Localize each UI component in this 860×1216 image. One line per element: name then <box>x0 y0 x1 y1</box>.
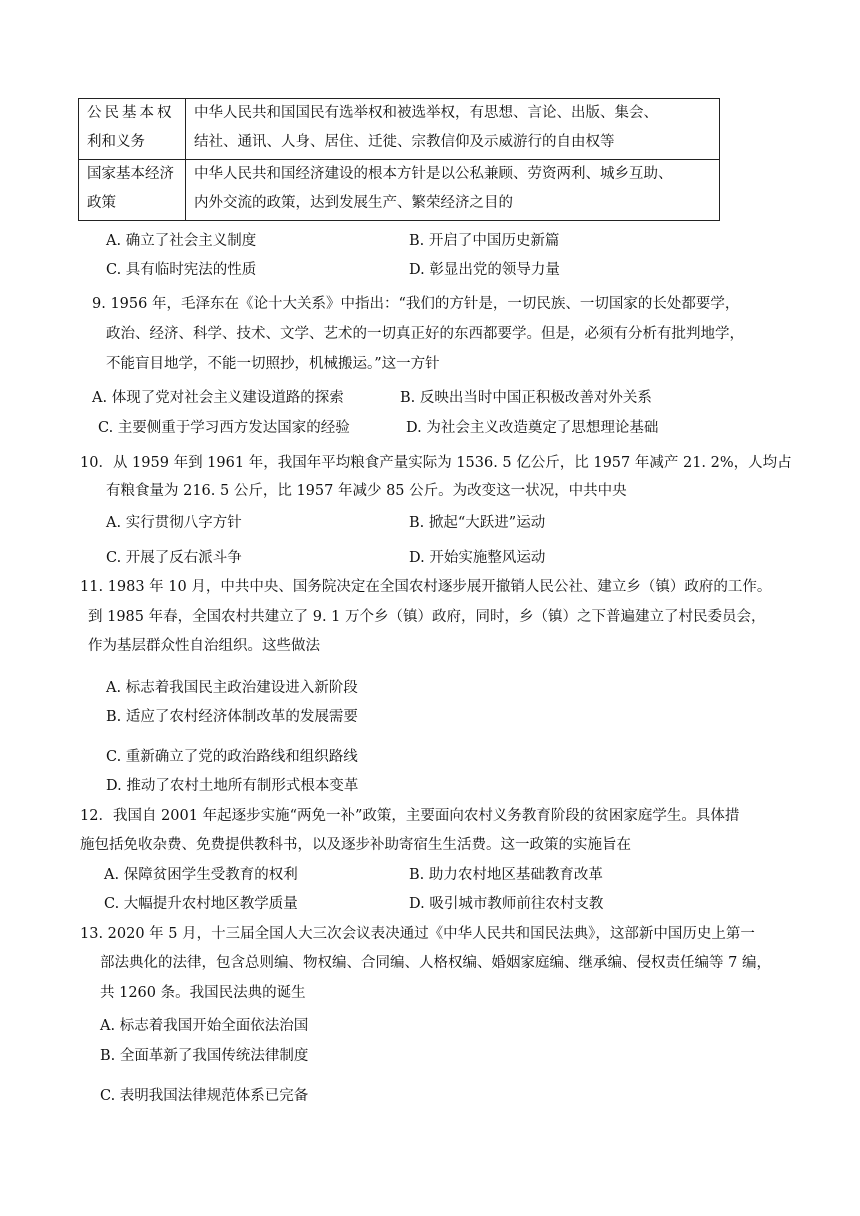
table-key-text: 国家基本经济 <box>87 166 174 182</box>
q12-option-b[interactable]: B. 助力农村地区基础教育改革 <box>409 867 603 883</box>
q10-stem: 有粮食量为 216. 5 公斤，比 1957 年减少 85 公斤。为改变这一状况，中共中央 <box>106 483 627 499</box>
q11-stem: 到 1985 年春，全国农村共建立了 9. 1 万个乡（镇）政府，同时，乡（镇）之下普遍建立了村民委员会， <box>88 609 766 625</box>
q11-stem: 11. 1983 年 10 月，中共中央、国务院决定在全国农村逐步展开撤销人民公社、建立乡（镇）政府的工作。 <box>80 579 772 595</box>
table-value-cell <box>186 160 720 221</box>
q8-option-c[interactable]: C. 具有临时宪法的性质 <box>106 262 257 278</box>
q8-option-a[interactable]: A. 确立了社会主义制度 <box>106 233 257 249</box>
q12-option-c[interactable]: C. 大幅提升农村地区教学质量 <box>104 896 298 912</box>
table-key-cell <box>79 99 186 160</box>
q13-stem: 部法典化的法律，包含总则编、物权编、合同编、人格权编、婚姻家庭编、继承编、侵权责任编等 7 编， <box>100 955 771 971</box>
q9-stem: 9. 1956 年，毛泽东在《论十大关系》中指出：“我们的方针是，一切民族、一切国家的长处都要学， <box>92 296 740 312</box>
q10-stem: 10．从 1959 年到 1961 年，我国年平均粮食产量实际为 1536. 5 亿公斤，比 1957 年减产 21. 2%，人均占 <box>80 455 792 471</box>
q8-option-b[interactable]: B. 开启了中国历史新篇 <box>409 233 560 249</box>
q12-option-a[interactable]: A. 保障贫困学生受教育的权利 <box>104 867 298 883</box>
table-value-cell <box>186 99 720 160</box>
q11-option-c[interactable]: C. 重新确立了党的政治路线和组织路线 <box>106 749 358 765</box>
q12-stem: 12．我国自 2001 年起逐步实施“两免一补”政策，主要面向农村义务教育阶段的贫困家庭学生。具体措 <box>80 808 740 824</box>
q13-stem: 13. 2020 年 5 月，十三届全国人大三次会议表决通过《中华人民共和国民法典》，这部新中国历史上第一 <box>80 926 755 942</box>
q9-stem: 政治、经济、科学、技术、文学、艺术的一切真正好的东西都要学。但是，必须有分析有批判地学， <box>106 326 744 342</box>
table-key-cell <box>79 160 186 221</box>
table-row <box>79 160 720 221</box>
q11-option-d[interactable]: D. 推动了农村土地所有制形式根本变革 <box>106 778 359 794</box>
q9-option-d[interactable]: D. 为社会主义改造奠定了思想理论基础 <box>406 420 659 436</box>
table-row <box>79 99 720 160</box>
q11-option-a[interactable]: A. 标志着我国民主政治建设进入新阶段 <box>106 680 358 696</box>
table-value-text: 内外交流的政策，达到发展生产、繁荣经济之目的 <box>194 195 513 211</box>
q13-option-a[interactable]: A. 标志着我国开始全面依法治国 <box>100 1018 309 1034</box>
q10-option-d[interactable]: D. 开始实施整风运动 <box>409 550 546 566</box>
q12-stem: 施包括免收杂费、免费提供教科书，以及逐步补助寄宿生生活费。这一政策的实施旨在 <box>80 837 631 853</box>
q8-option-d[interactable]: D. 彰显出党的领导力量 <box>409 262 560 278</box>
constitution-table <box>78 98 720 221</box>
q10-option-c[interactable]: C. 开展了反右派斗争 <box>106 550 242 566</box>
table-value-text: 结社、通讯、人身、居住、迁徙、宗教信仰及示威游行的自由权等 <box>194 134 615 150</box>
table-value-text: 中华人民共和国国民有选举权和被选举权，有思想、言论、出版、集会、 <box>194 105 658 121</box>
q9-option-a[interactable]: A. 体现了党对社会主义建设道路的探索 <box>92 390 344 406</box>
table-key-text: 政策 <box>87 195 116 211</box>
table-key-text: 公民基本权 <box>87 105 175 121</box>
table-key-text: 利和义务 <box>87 134 145 150</box>
q10-option-b[interactable]: B. 掀起“大跃进”运动 <box>409 515 546 531</box>
q13-option-c[interactable]: C. 表明我国法律规范体系已完备 <box>100 1088 309 1104</box>
table-value-text: 中华人民共和国经济建设的根本方针是以公私兼顾、劳资两利、城乡互助、 <box>194 166 673 182</box>
q11-stem: 作为基层群众性自治组织。这些做法 <box>88 638 320 654</box>
q10-option-a[interactable]: A. 实行贯彻八字方针 <box>106 515 242 531</box>
q13-option-b[interactable]: B. 全面革新了我国传统法律制度 <box>100 1048 309 1064</box>
q12-option-d[interactable]: D. 吸引城市教师前往农村支教 <box>409 896 604 912</box>
q9-option-c[interactable]: C. 主要侧重于学习西方发达国家的经验 <box>98 420 350 436</box>
q11-option-b[interactable]: B. 适应了农村经济体制改革的发展需要 <box>106 709 358 725</box>
q13-stem: 共 1260 条。我国民法典的诞生 <box>100 985 306 1001</box>
q9-option-b[interactable]: B. 反映出当时中国正积极改善对外关系 <box>400 390 652 406</box>
q9-stem: 不能盲目地学，不能一切照抄，机械搬运。”这一方针 <box>106 356 440 372</box>
